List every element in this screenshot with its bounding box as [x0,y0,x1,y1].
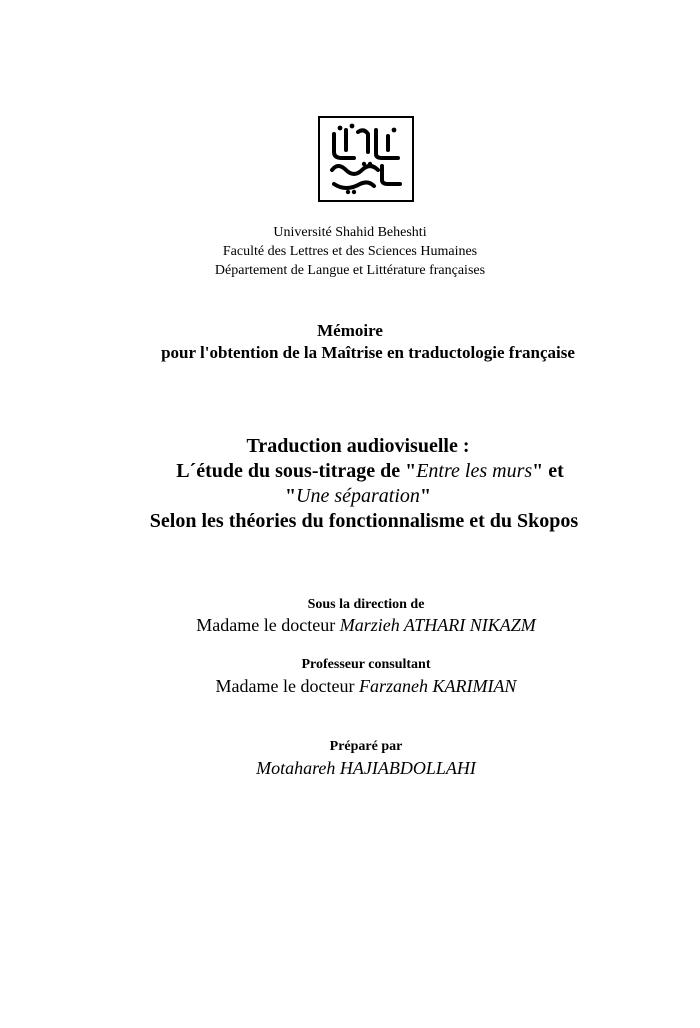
film-title-une-separation: Une séparation [296,485,420,507]
university-calligraphy-icon [324,122,408,196]
memoire-subheading: pour l'obtention de la Maîtrise en traductologie française [161,343,575,362]
consultant-name: Farzaneh KARIMIAN [358,676,517,696]
thesis-title-line-2 [20,459,700,483]
prepared-label: Préparé par [329,739,403,754]
faculty-name: Faculté des Lettres et des Sciences Humaines [222,244,478,259]
department-name: Département de Langue et Littérature françaises [214,263,486,278]
thesis-title-line-1: Traduction audiovisuelle : [246,435,470,457]
direction-label: Sous la direction de [307,597,425,612]
thesis-title-line-3 [8,484,700,508]
consultant-line [16,675,700,697]
university-logo [318,116,414,202]
university-name: Université Shahid Beheshti [273,225,427,240]
director-name: Marzieh ATHARI NIKAZM [339,615,536,635]
director-title: Madame le docteur [196,615,340,635]
memoire-heading: Mémoire [317,321,383,340]
title-line-2-prefix: L´étude du sous-titrage de " [176,460,417,482]
film-title-entre-les-murs: Entre les murs [416,460,533,482]
title-line-3-prefix: " [284,485,297,507]
title-line-3-suffix: " [419,485,432,507]
thesis-title-line-4: Selon les théories du fonctionnalisme et du Skopos [149,510,579,532]
title-line-2-suffix: " et [532,460,564,482]
consultant-title: Madame le docteur [215,676,359,696]
author-name: Motahareh HAJIABDOLLAHI [256,758,476,778]
director-line [16,614,700,636]
consultant-label: Professeur consultant [301,657,431,672]
